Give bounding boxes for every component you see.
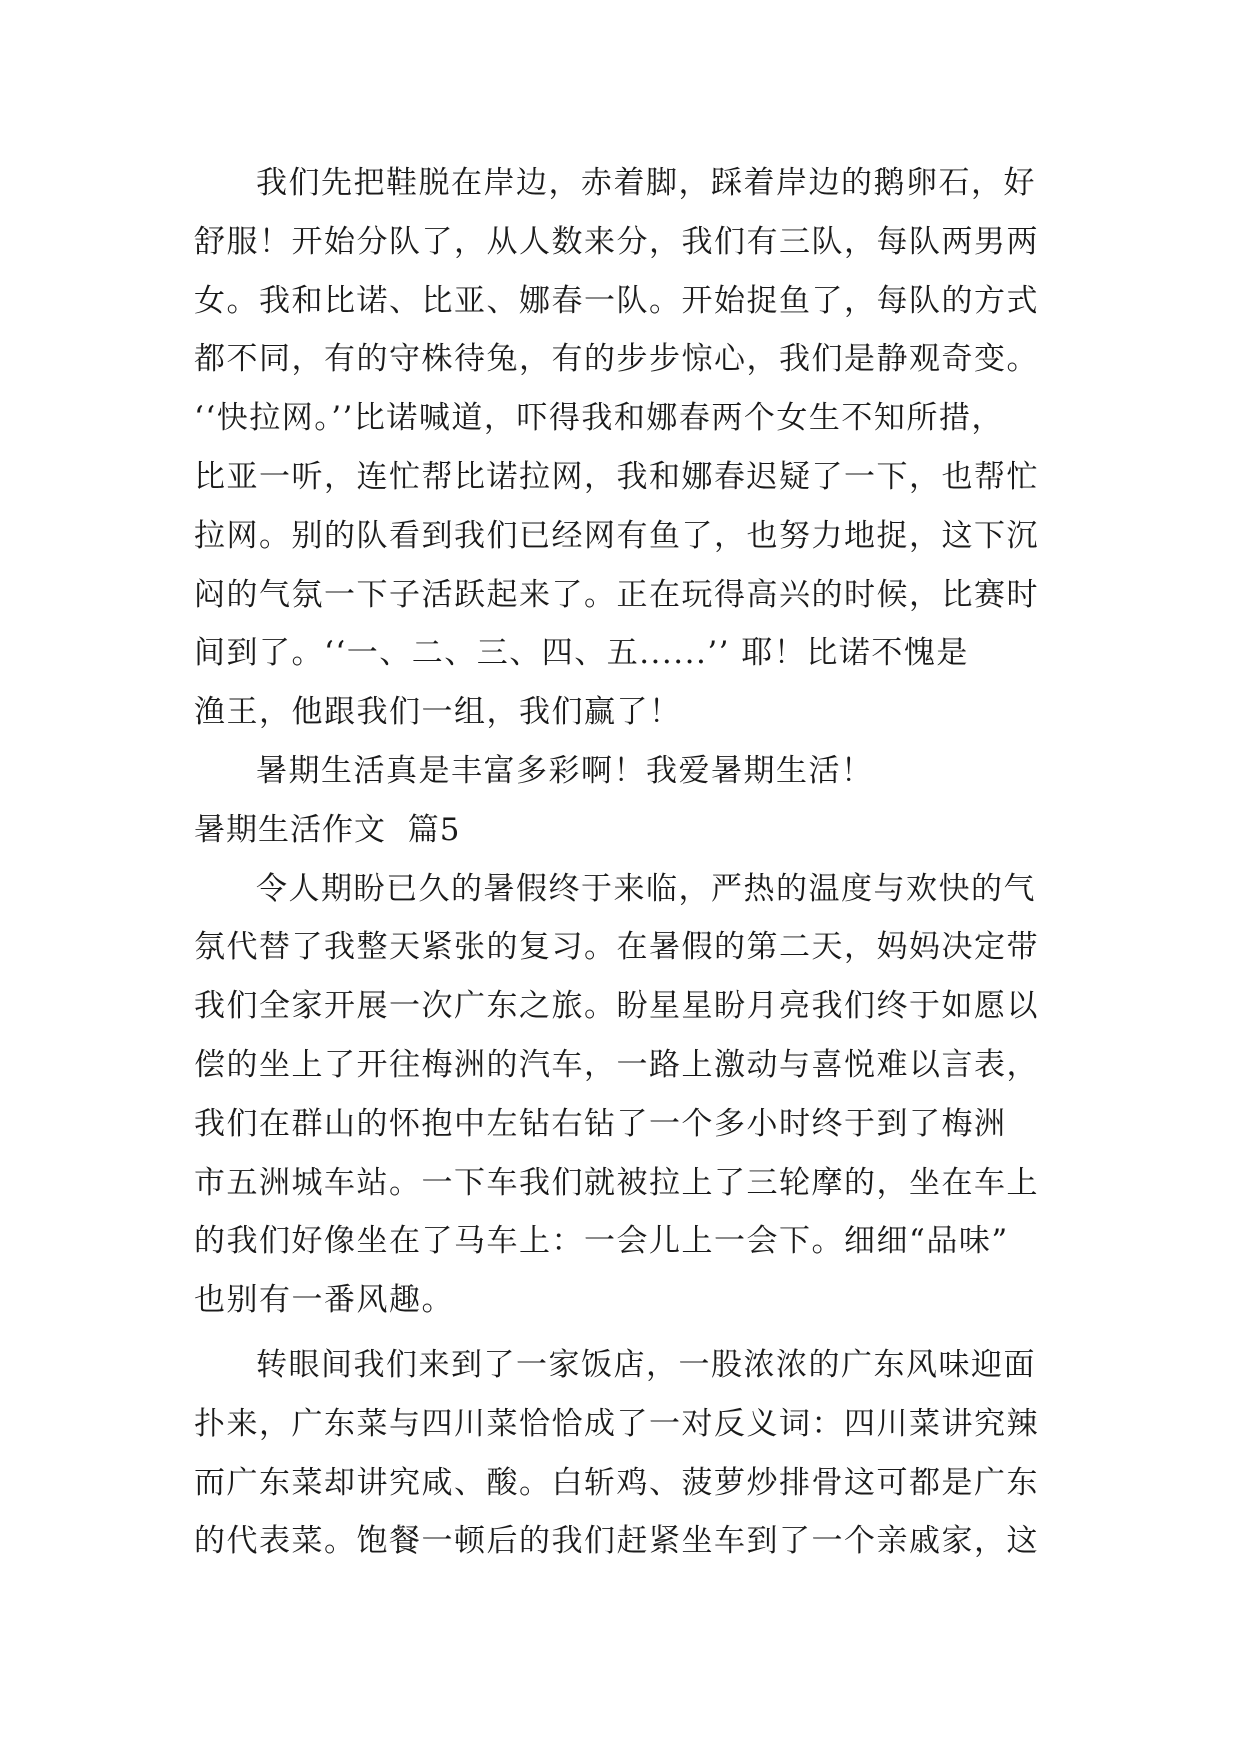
text-line: 我们在群山的怀抱中左钻右钻了一个多小时终于到了梅洲 xyxy=(194,1105,1007,1142)
text-line: 偿的坐上了开往梅洲的汽车，一路上激动与喜悦难以言表， xyxy=(194,1046,1039,1083)
text-line: 市五洲城车站。一下车我们就被拉上了三轮摩的，坐在车上 xyxy=(194,1164,1039,1201)
text-line: 的我们好像坐在了马车上：一会儿上一会下。细细“品味” xyxy=(194,1223,1009,1260)
paragraph xyxy=(194,154,1054,742)
text-line: 比亚一听，连忙帮比诺拉网，我和娜春迟疑了一下，也帮忙 xyxy=(194,458,1039,495)
paragraph xyxy=(194,860,1054,1330)
text-line: ‘‘快拉网。’’比诺喊道，吓得我和娜春两个女生不知所措， xyxy=(194,400,1004,437)
text-line: 的代表菜。饱餐一顿后的我们赶紧坐车到了一个亲戚家，这 xyxy=(194,1523,1039,1560)
text-line: 我们全家开展一次广东之旅。盼星星盼月亮我们终于如愿以 xyxy=(194,988,1039,1025)
text-line: 也别有一番风趣。 xyxy=(194,1282,454,1319)
text-line: 转眼间我们来到了一家饭店，一股浓浓的广东风味迎面 xyxy=(256,1346,1036,1383)
paragraph xyxy=(194,742,1054,801)
document-body xyxy=(194,154,1054,1571)
text-line: 间到了。‘‘一、二、三、四、五......’’ 耶！比诺不愧是 xyxy=(194,635,969,672)
paragraph xyxy=(194,1336,1054,1571)
text-line: 渔王，他跟我们一组，我们赢了！ xyxy=(194,694,682,731)
text-line: 都不同，有的守株待兔，有的步步惊心，我们是静观奇变。 xyxy=(194,341,1039,378)
section-heading xyxy=(194,801,1054,860)
text-line: 舒服！开始分队了，从人数来分，我们有三队，每队两男两 xyxy=(194,223,1039,260)
text-line: 而广东菜却讲究咸、酸。白斩鸡、菠萝炒排骨这可都是广东 xyxy=(194,1464,1039,1501)
section-title: 暑期生活作文 篇5 xyxy=(194,811,461,848)
text-line: 女。我和比诺、比亚、娜春一队。开始捉鱼了，每队的方式 xyxy=(194,282,1039,319)
text-line: 拉网。别的队看到我们已经网有鱼了，也努力地捉，这下沉 xyxy=(194,517,1039,554)
text-line: 令人期盼已久的暑假终于来临，严热的温度与欢快的气 xyxy=(256,870,1036,907)
text-line: 暑期生活真是丰富多彩啊！我爱暑期生活！ xyxy=(256,752,874,789)
text-line: 扑来，广东菜与四川菜恰恰成了一对反义词：四川菜讲究辣 xyxy=(194,1405,1039,1442)
text-line: 我们先把鞋脱在岸边，赤着脚，踩着岸边的鹅卵石，好 xyxy=(256,165,1036,201)
text-line: 氛代替了我整天紧张的复习。在暑假的第二天，妈妈决定带 xyxy=(194,929,1039,966)
text-line: 闷的气氛一下子活跃起来了。正在玩得高兴的时候，比赛时 xyxy=(194,576,1039,613)
